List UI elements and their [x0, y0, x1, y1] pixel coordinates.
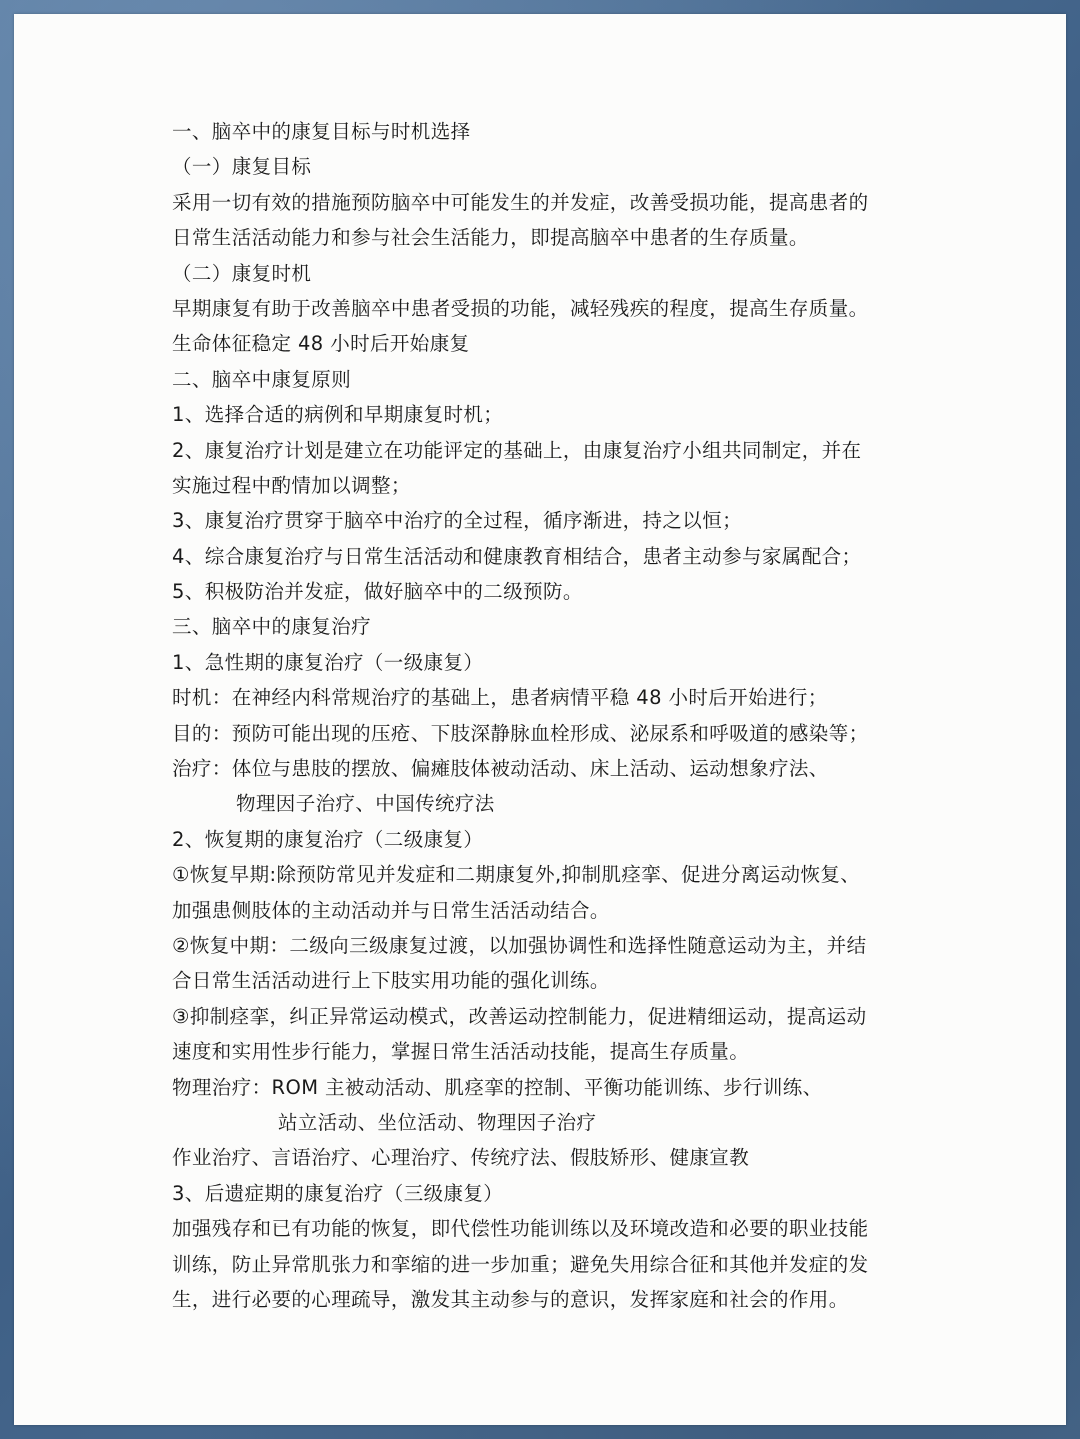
paragraph-line: 日常生活活动能力和参与社会生活能力，即提高脑卒中患者的生存质量。 — [172, 226, 809, 250]
document-page — [14, 14, 1066, 1425]
paragraph-line: 早期康复有助于改善脑卒中患者受损的功能，减轻残疾的程度，提高生存质量。 — [172, 296, 869, 320]
subsection-heading: （二）康复时机 — [172, 261, 312, 285]
subsection-heading: 2、恢复期的康复治疗（二级康复） — [172, 827, 484, 851]
paragraph-line-indented: 物理因子治疗、中国传统疗法 — [236, 792, 495, 816]
paragraph-line: 时机：在神经内科常规治疗的基础上，患者病情平稳 48 小时后开始进行； — [172, 686, 828, 710]
list-item: 3、康复治疗贯穿于脑卒中治疗的全过程，循序渐进，持之以恒； — [172, 509, 743, 533]
paragraph-line: 目的：预防可能出现的压疮、下肢深静脉血栓形成、泌尿系和呼吸道的感染等； — [172, 721, 869, 745]
paragraph-line-indented: 站立活动、坐位活动、物理因子治疗 — [278, 1110, 597, 1134]
paragraph-line: 训练，防止异常肌张力和挛缩的进一步加重；避免失用综合征和其他并发症的发 — [172, 1252, 869, 1276]
list-item: 4、综合康复治疗与日常生活活动和健康教育相结合，患者主动参与家属配合； — [172, 544, 862, 568]
paragraph-line: 速度和实用性步行能力，掌握日常生活活动技能，提高生存质量。 — [172, 1040, 750, 1064]
list-item-continuation: 实施过程中酌情加以调整； — [172, 473, 411, 497]
paragraph-line: 作业治疗、言语治疗、心理治疗、传统疗法、假肢矫形、健康宣教 — [172, 1146, 750, 1170]
paragraph-line: ①恢复早期:除预防常见并发症和二期康复外,抑制肌痉挛、促进分离运动恢复、 — [172, 863, 861, 887]
paragraph-line: 加强残存和已有功能的恢复，即代偿性功能训练以及环境改造和必要的职业技能 — [172, 1217, 869, 1241]
section-heading: 三、脑卒中的康复治疗 — [172, 615, 372, 639]
paragraph-line: 生命体征稳定 48 小时后开始康复 — [172, 332, 470, 356]
list-item: 2、康复治疗计划是建立在功能评定的基础上，由康复治疗小组共同制定，并在 — [172, 438, 862, 462]
paragraph-line: 物理治疗：ROM 主被动活动、肌痉挛的控制、平衡功能训练、步行训练、 — [172, 1075, 823, 1099]
paragraph-line: 生，进行必要的心理疏导，激发其主动参与的意识，发挥家庭和社会的作用。 — [172, 1287, 849, 1311]
list-item: 1、选择合适的病例和早期康复时机； — [172, 403, 504, 427]
paragraph-line: 治疗：体位与患肢的摆放、偏瘫肢体被动活动、床上活动、运动想象疗法、 — [172, 757, 829, 781]
paragraph-line: 合日常生活活动进行上下肢实用功能的强化训练。 — [172, 969, 610, 993]
section-heading: 一、脑卒中的康复目标与时机选择 — [172, 120, 471, 143]
paragraph-line: 采用一切有效的措施预防脑卒中可能发生的并发症，改善受损功能，提高患者的 — [172, 190, 869, 214]
document-body — [172, 114, 932, 1317]
section-heading: 二、脑卒中康复原则 — [172, 367, 352, 391]
subsection-heading: 1、急性期的康复治疗（一级康复） — [172, 650, 484, 674]
paragraph-line: ②恢复中期：二级向三级康复过渡，以加强协调性和选择性随意运动为主，并结 — [172, 933, 867, 957]
paragraph-line: 加强患侧肢体的主动活动并与日常生活活动结合。 — [172, 898, 610, 922]
paragraph-line: ③抑制痉挛，纠正异常运动模式，改善运动控制能力，促进精细运动，提高运动 — [172, 1004, 867, 1028]
subsection-heading: （一）康复目标 — [172, 155, 312, 179]
list-item: 5、积极防治并发症，做好脑卒中的二级预防。 — [172, 580, 583, 604]
subsection-heading: 3、后遗症期的康复治疗（三级康复） — [172, 1181, 504, 1205]
